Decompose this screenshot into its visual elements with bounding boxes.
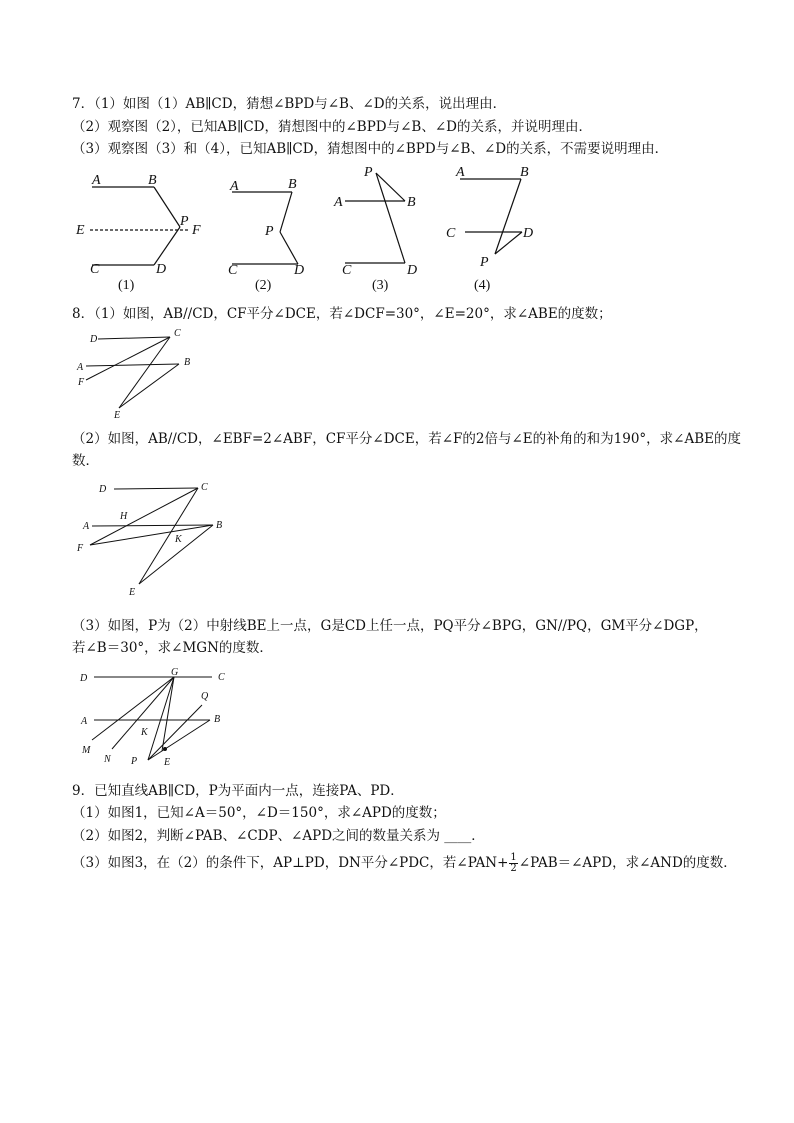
label-C: C bbox=[342, 263, 352, 278]
label-B: B bbox=[214, 714, 221, 725]
label-B: B bbox=[148, 173, 157, 188]
label-P: P bbox=[131, 756, 138, 767]
label-D: D bbox=[294, 263, 305, 278]
point-marker bbox=[163, 747, 167, 751]
label-C: C bbox=[201, 482, 208, 493]
q7-figure-4 bbox=[440, 160, 550, 295]
fraction-one-half bbox=[509, 853, 517, 874]
label-C: C bbox=[174, 328, 181, 339]
q7-line-1: 7．（1）如图（1）AB∥CD，猜想∠BPD与∠B、∠D的关系，说出理由． bbox=[72, 96, 507, 112]
label-F: F bbox=[77, 543, 84, 554]
label-D: D bbox=[80, 673, 88, 684]
q8-figure-2 bbox=[72, 475, 232, 600]
label-C: C bbox=[218, 672, 225, 683]
q7-figure-2 bbox=[220, 165, 330, 295]
figure-caption: (3) bbox=[372, 278, 389, 293]
label-C: C bbox=[446, 226, 456, 241]
label-M: M bbox=[82, 745, 91, 756]
figure-caption: (2) bbox=[255, 278, 272, 293]
q7-line-3: （3）观察图（3）和（4），已知AB∥CD，猜想图中的∠BPD与∠B、∠D的关系，不需要说明理由． bbox=[72, 141, 669, 157]
label-C: C bbox=[90, 262, 100, 277]
q8-line-1: 8．（1）如图，AB//CD，CF平分∠DCE，若∠DCF=30°，∠E=20°，求∠ABE的度数； bbox=[72, 306, 612, 322]
label-P: P bbox=[265, 224, 274, 239]
label-G: G bbox=[171, 667, 179, 678]
label-P: P bbox=[180, 214, 189, 229]
label-D: D bbox=[407, 263, 418, 278]
q9-line-4-end: ∠PAB＝∠APD，求∠AND的度数． bbox=[518, 855, 737, 871]
q9-line-4-start: （3）如图3，在（2）的条件下，AP⊥PD，DN平分∠PDC，若∠PAN+ bbox=[72, 855, 509, 871]
q7-line-2: （2）观察图（2），已知AB∥CD，猜想图中的∠BPD与∠B、∠D的关系，并说明理由． bbox=[72, 119, 592, 135]
label-B: B bbox=[184, 357, 191, 368]
q8-figure-3 bbox=[72, 665, 232, 775]
label-Q: Q bbox=[201, 691, 209, 702]
label-B: B bbox=[216, 520, 223, 531]
label-A: A bbox=[81, 716, 88, 727]
label-A: A bbox=[83, 521, 90, 532]
label-B: B bbox=[520, 165, 529, 180]
label-B: B bbox=[407, 195, 416, 210]
q7-figure-1 bbox=[70, 165, 210, 295]
label-N: N bbox=[104, 754, 111, 765]
label-A: A bbox=[334, 195, 343, 210]
q8-line-3: 数． bbox=[72, 453, 99, 469]
fraction-denominator: 2 bbox=[510, 863, 517, 874]
q8-line-4: （3）如图，P为（2）中射线BE上一点，G是CD上任一点，PQ平分∠BPG，GN//PQ，GM平分∠DGP， bbox=[72, 618, 708, 634]
label-K: K bbox=[141, 727, 148, 738]
label-A: A bbox=[92, 173, 101, 188]
label-B: B bbox=[288, 177, 297, 192]
q8-line-2: （2）如图，AB//CD，∠EBF=2∠ABF，CF平分∠DCE，若∠F的2倍与∠E的补角的和为190°，求∠ABE的度 bbox=[72, 431, 742, 447]
label-A: A bbox=[456, 165, 465, 180]
label-D: D bbox=[99, 484, 107, 495]
figure-caption: (4) bbox=[474, 278, 491, 293]
label-A: A bbox=[77, 362, 84, 373]
label-P: P bbox=[480, 255, 489, 270]
label-D: D bbox=[156, 262, 167, 277]
label-A: A bbox=[230, 179, 239, 194]
q9-line-2: （1）如图1，已知∠A＝50°，∠D＝150°，求∠APD的度数； bbox=[72, 805, 446, 821]
label-D: D bbox=[90, 334, 98, 345]
figure-caption: (1) bbox=[118, 278, 135, 293]
fraction-numerator: 1 bbox=[510, 852, 517, 863]
label-E: E bbox=[164, 757, 171, 768]
label-F: F bbox=[192, 223, 201, 238]
label-D: D bbox=[523, 226, 534, 241]
q8-figure-1 bbox=[72, 325, 202, 420]
q9-line-3: （2）如图2，判断∠PAB、∠CDP、∠APD之间的数量关系为 ____． bbox=[72, 828, 485, 844]
label-P: P bbox=[364, 165, 373, 180]
q9-line-1: 9．已知直线AB∥CD，P为平面内一点，连接PA、PD． bbox=[72, 783, 404, 799]
label-E: E bbox=[114, 410, 121, 420]
q7-figure-3 bbox=[330, 160, 440, 295]
label-E: E bbox=[129, 587, 136, 598]
label-C: C bbox=[228, 263, 238, 278]
q8-line-5: 若∠B＝30°，求∠MGN的度数． bbox=[72, 640, 273, 656]
label-E: E bbox=[76, 223, 85, 238]
label-F: F bbox=[78, 377, 85, 388]
label-K: K bbox=[175, 534, 182, 545]
q9-line-4 bbox=[72, 853, 737, 874]
label-H: H bbox=[120, 511, 128, 522]
